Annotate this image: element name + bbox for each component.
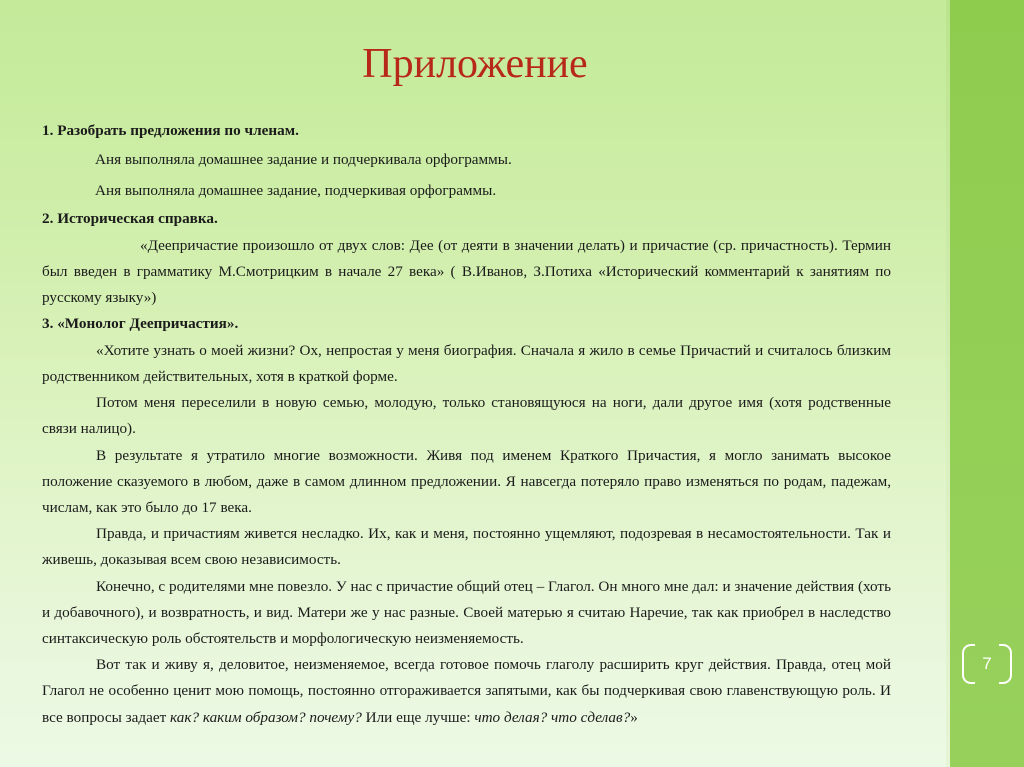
- section-3-paragraph-5: Конечно, с родителями мне повезло. У нас с причастие общий отец – Глагол. Он много мне дал: и значение действия (хоть и добавочного), и возвратность, и вид. Матери же у нас разные. Своей матерью я считаю Наречие, так как приобрел в наследство синтаксическую роль обстоятельств и морфологическую неизменяемость.: [42, 577, 891, 648]
- section-1-heading: 1. Разобрать предложения по членам.: [42, 122, 299, 139]
- final-paragraph-lead: Вот так и живу я, деловитое, неизменяемое, всегда готовое помочь глаголу расширить круг действия. Правда, отец мой Глагол не особенно ценит мою помощь, постоянно отгораживается запятыми, как бы подчеркивая свою главенствующую роль. И все вопросы задает: [42, 656, 891, 726]
- section-2-paragraph: «Деепричастие произошло от двух слов: Дее (от деяти в значении делать) и причастие (ср. причастность). Термин был введен в грамматику М.Смотрицким в начале 27 века» ( В.Иванов, З.Потиха «Исторический комментарий к занятиям по русскому языку»): [42, 236, 891, 307]
- left-bracket-icon: [962, 644, 975, 684]
- final-paragraph-middle: Или еще лучше:: [361, 708, 475, 726]
- page-number: 7: [982, 654, 992, 673]
- final-paragraph-closing-quote: »: [630, 708, 638, 726]
- slide-body: [42, 118, 891, 731]
- section-3-paragraph-3: В результате я утратило многие возможности. Живя под именем Краткого Причастия, я могло занимать высокое положение сказуемого в любом, даже в самом длинном предложении. Я навсегда потеряло право изменяться по родам, падежам, числам, как это было до 17 века.: [42, 446, 891, 517]
- right-bracket-icon: [999, 644, 1012, 684]
- section-3-paragraph-4: Правда, и причастиям живется несладко. Их, как и меня, постоянно ущемляют, подозревая в несамостоятельности. Так и живешь, доказывая всем свою независимость.: [42, 525, 891, 569]
- section-1-example-2: Аня выполняла домашнее задание, подчеркивая орфограммы.: [95, 182, 497, 200]
- section-3-paragraph-1: «Хотите узнать о моей жизни? Ох, непростая у меня биография. Сначала я жило в семье Причастий и считалось близким родственником действительных, хотя в краткой форме.: [42, 341, 891, 386]
- section-3-heading: 3. «Монолог Деепричастия».: [42, 315, 239, 333]
- section-1-example-1: Аня выполняла домашнее задание и подчеркивала орфограммы.: [95, 151, 512, 169]
- section-2-heading: 2. Историческая справка.: [42, 210, 218, 228]
- page-number-block: [950, 633, 1024, 695]
- section-3-final-paragraph: [42, 652, 891, 731]
- final-paragraph-italic-tail: что делая? что сделав?: [474, 708, 631, 726]
- page-title: Приложение: [362, 41, 588, 87]
- final-paragraph-italic-questions: как? каким образом? почему?: [170, 708, 362, 726]
- section-3-paragraph-2: Потом меня переселили в новую семью, молодую, только становящуюся на ноги, дали другое имя (хотя родственные связи налицо).: [42, 394, 891, 438]
